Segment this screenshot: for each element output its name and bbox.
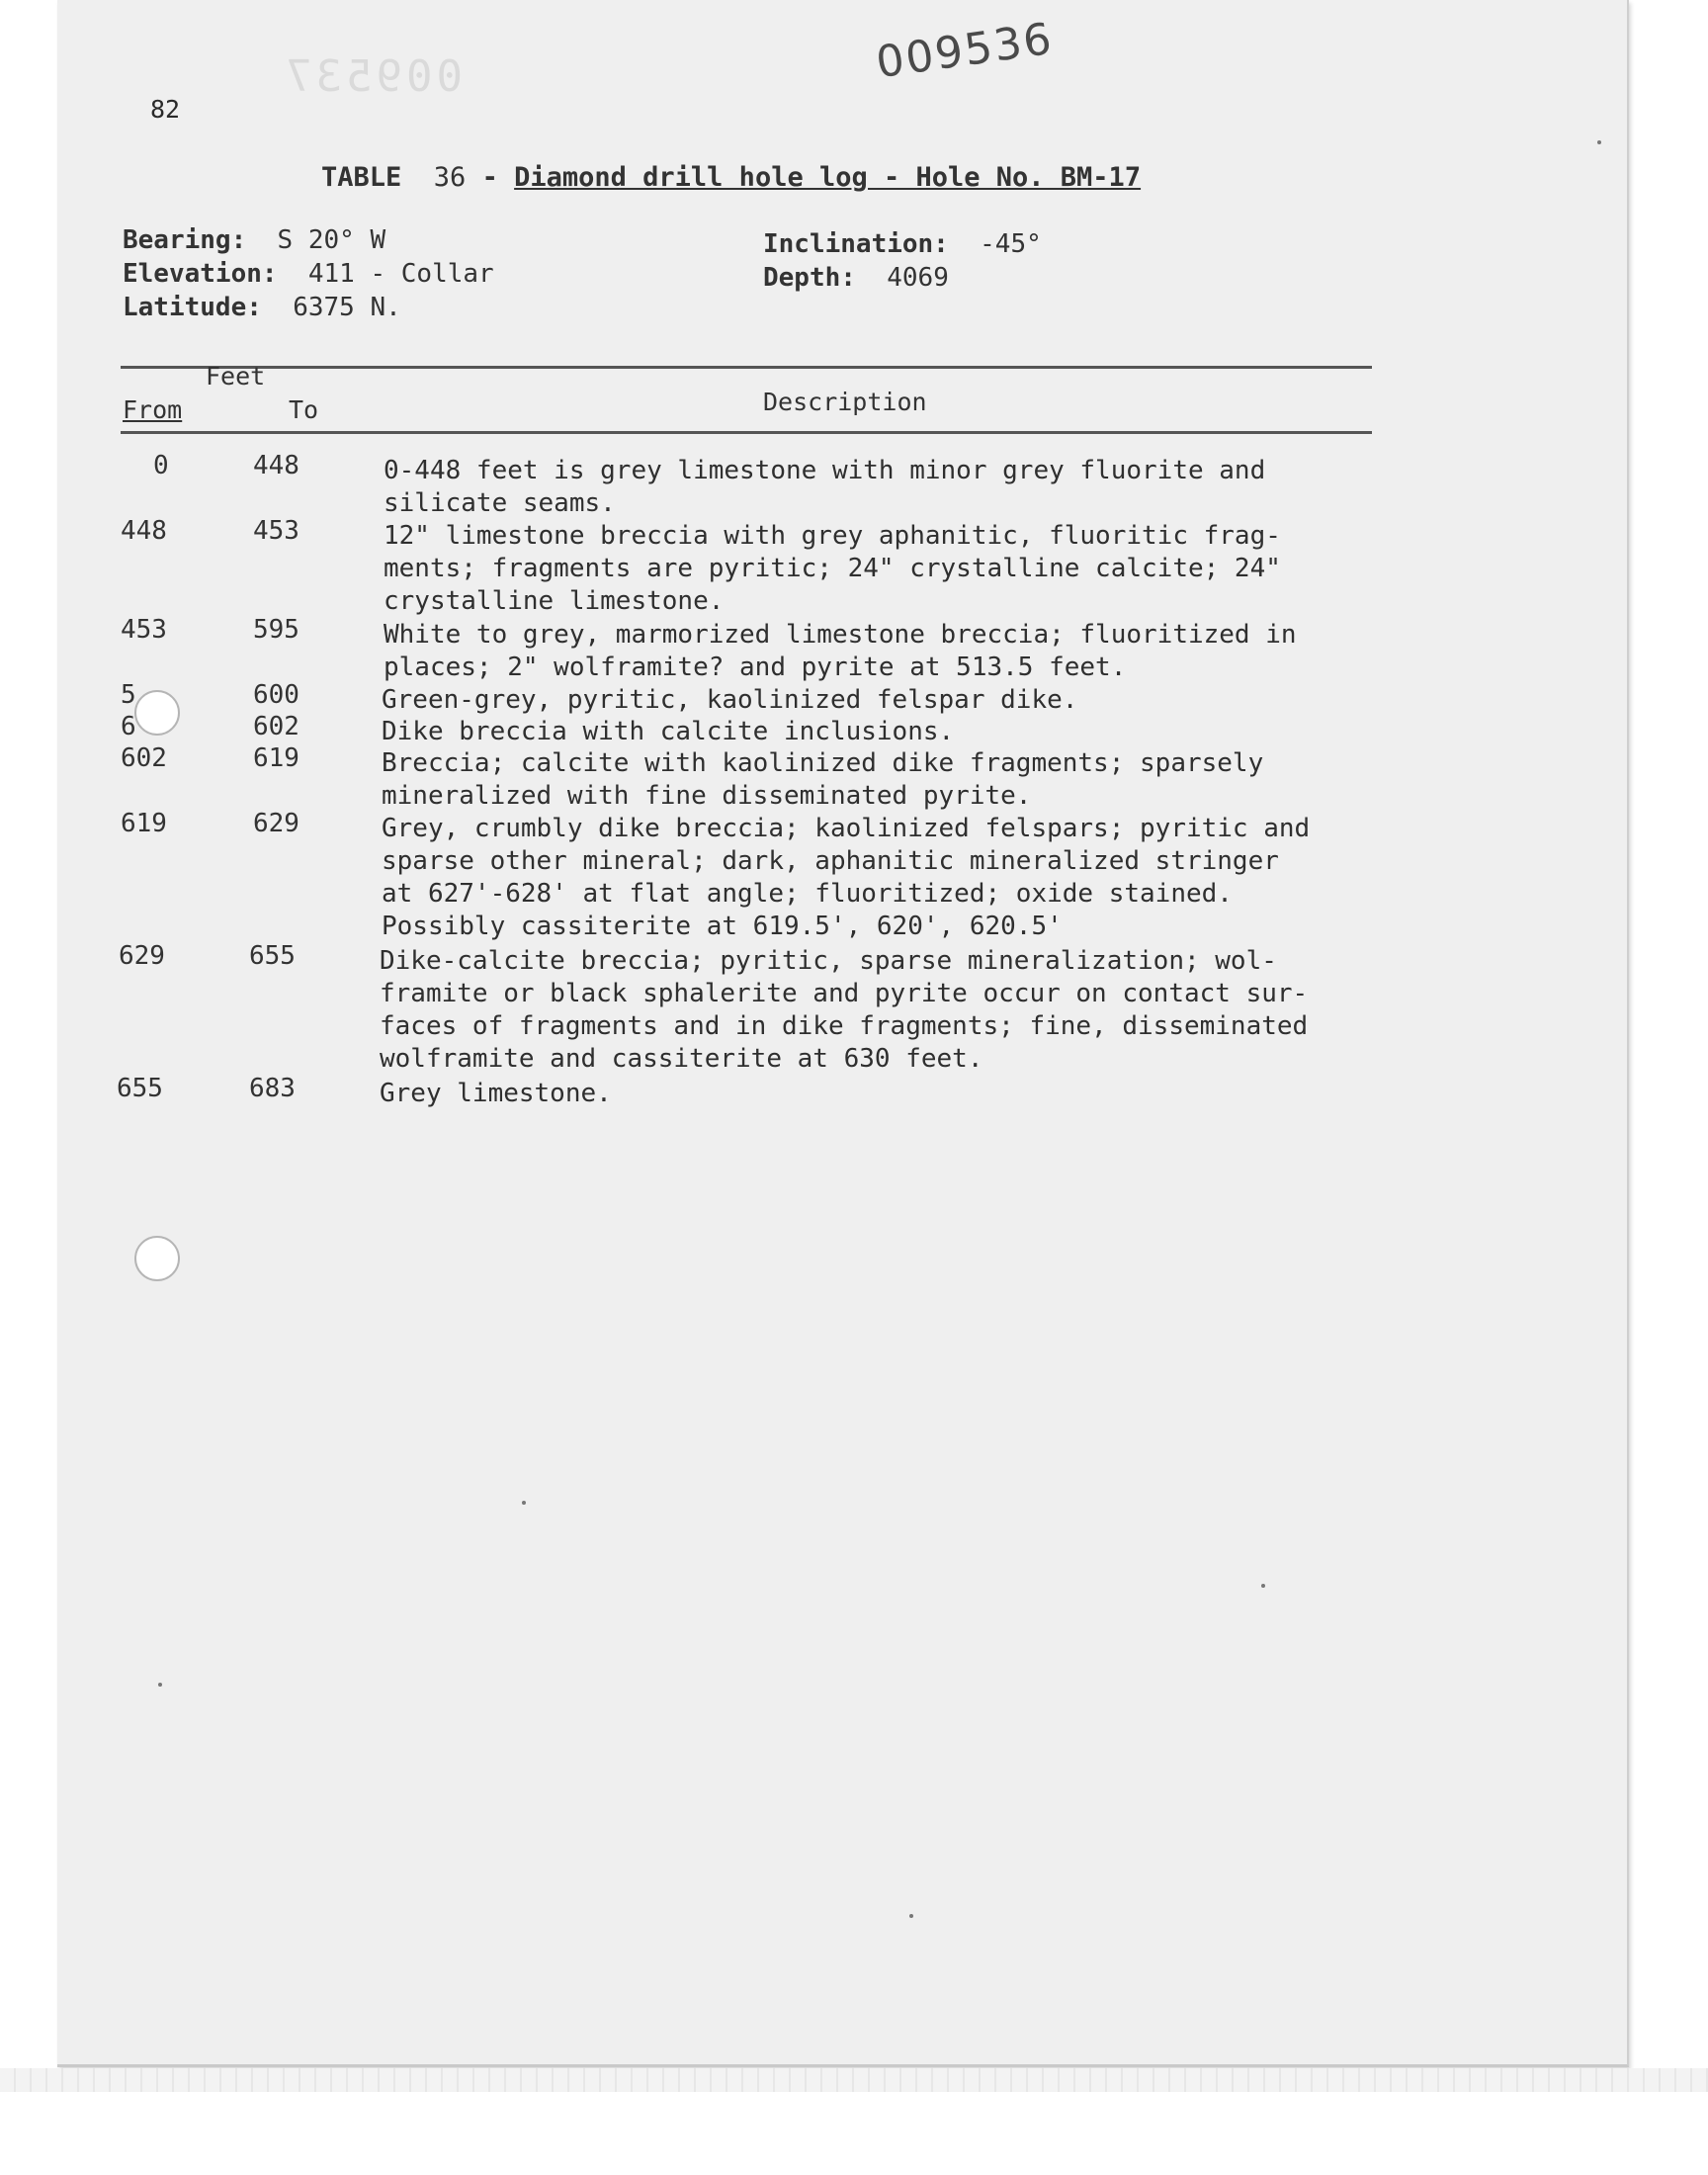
row-description: 12" limestone breccia with grey aphanitic, fluoritic frag- ments; fragments are pyritic; 24" crystalline calcite; 24" crystalline limestone. (384, 521, 1281, 616)
row-to: 683 (249, 1074, 296, 1103)
header-bottom-rule (121, 431, 1372, 434)
latitude-line (123, 293, 401, 322)
row-to: 629 (253, 809, 299, 838)
row-description: Dike breccia with calcite inclusions. (382, 717, 955, 746)
row-from: 453 (121, 615, 167, 645)
faint-stamp-number: 009537 (282, 51, 463, 102)
bearing-label: Bearing: (123, 225, 247, 255)
row-description: White to grey, marmorized limestone breccia; fluoritized in places; 2" wolframite? and pyrite at 513.5 feet. (384, 620, 1297, 682)
description-header: Description (763, 388, 927, 416)
bearing-line (123, 225, 385, 255)
inclination-label: Inclination: (763, 229, 949, 259)
paper-speck (522, 1501, 526, 1505)
row-from: 655 (117, 1074, 163, 1103)
to-header: To (289, 395, 319, 424)
table-label: TABLE (321, 162, 402, 193)
row-from: 602 (121, 743, 167, 773)
table-heading: Diamond drill hole log - Hole No. BM-17 (514, 162, 1142, 193)
paper-speck (158, 1683, 162, 1687)
bearing-value: S 20° W (277, 225, 386, 255)
depth-line (763, 263, 949, 293)
row-description: 0-448 feet is grey limestone with minor grey fluorite and silicate seams. (384, 456, 1266, 518)
row-to: 619 (253, 743, 299, 773)
row-from: 5 (121, 680, 136, 710)
inclination-value: -45° (980, 229, 1042, 259)
row-description: Grey limestone. (380, 1079, 612, 1108)
row-to: 602 (253, 712, 299, 741)
row-from: 619 (121, 809, 167, 838)
punch-hole (134, 1236, 180, 1281)
elevation-value: 411 - Collar (307, 259, 494, 289)
depth-label: Depth: (763, 263, 856, 293)
page-number: 82 (150, 95, 181, 124)
header-top-rule (121, 366, 1372, 369)
depth-value: 4069 (887, 263, 949, 293)
row-from: 629 (119, 941, 165, 971)
row-to: 448 (253, 451, 299, 480)
row-from: 6 (121, 712, 136, 741)
page-edge (0, 2068, 1708, 2092)
elevation-label: Elevation: (123, 259, 278, 289)
stamp-number: 009536 (873, 13, 1057, 89)
row-to: 600 (253, 680, 299, 710)
row-from: 448 (121, 516, 167, 546)
row-description: Grey, crumbly dike breccia; kaolinized felspars; pyritic and sparse other mineral; dark, aphanitic mineralized stringer at 627'-628' at flat angle; fluoritized; oxide stained. Possibly cassiterite at 619.5', 620', 620.5' (382, 814, 1311, 941)
row-to: 453 (253, 516, 299, 546)
punch-hole (134, 690, 180, 736)
latitude-value: 6375 N. (293, 293, 401, 322)
latitude-label: Latitude: (123, 293, 262, 322)
paper-speck (1261, 1584, 1265, 1588)
row-from: 0 (153, 451, 169, 480)
paper-speck (1597, 140, 1601, 144)
from-header: From (123, 395, 183, 424)
table-title (321, 162, 1141, 193)
elevation-line (123, 259, 494, 289)
table-dash: - (481, 162, 498, 193)
inclination-line (763, 229, 1042, 259)
row-description: Green-grey, pyritic, kaolinized felspar dike. (382, 685, 1078, 715)
row-to: 595 (253, 615, 299, 645)
row-to: 655 (249, 941, 296, 971)
feet-header: Feet (206, 362, 266, 391)
row-description: Dike-calcite breccia; pyritic, sparse mineralization; wol- framite or black sphalerite and pyrite occur on contact sur- faces of fragments and in dike fragments; fine, disseminated wolframite and cassiterite at 630 feet. (380, 946, 1309, 1074)
row-description: Breccia; calcite with kaolinized dike fragments; sparsely mineralized with fine disseminated pyrite. (382, 748, 1264, 811)
paper-speck (909, 1914, 913, 1918)
table-number: 36 (433, 162, 467, 193)
